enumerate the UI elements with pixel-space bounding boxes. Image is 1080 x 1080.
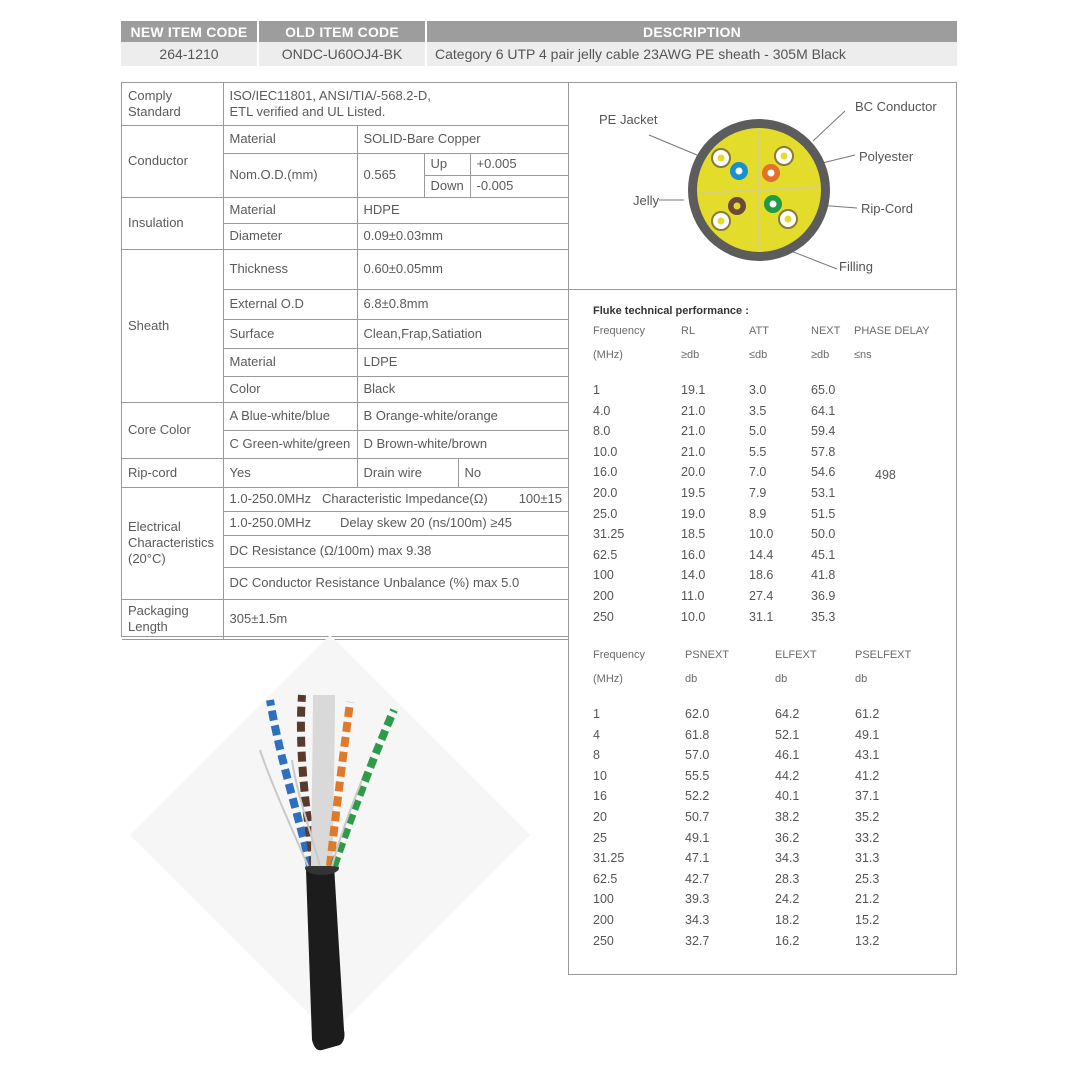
table-row-cell: 50.0 [811, 527, 836, 542]
table-row-cell: 62.5 [593, 547, 618, 562]
table-row-cell: 250 [593, 609, 614, 624]
core-color-a: A Blue-white/blue [223, 402, 357, 430]
table-row-cell: 4.0 [593, 403, 611, 418]
new-item-code-heading: NEW ITEM CODE [121, 21, 258, 42]
conductor-material-label: Material [223, 125, 357, 153]
table-units-cell: ≥db [681, 349, 700, 361]
table-row-cell: 14.4 [749, 547, 774, 562]
sheath-surface-value: Clean,Frap,Satiation [357, 319, 568, 348]
table-row-cell: 11.0 [681, 589, 705, 603]
conductor-material-value: SOLID-Bare Copper [357, 125, 568, 153]
table-row-cell: 100 [593, 568, 614, 583]
new-item-code: 264-1210 [121, 42, 258, 66]
comply-standard-value [223, 83, 568, 125]
sheath-thickness-value: 0.60±0.05mm [357, 249, 568, 289]
table-row-cell: 51.5 [811, 506, 836, 521]
table-row-cell: 8.0 [593, 424, 611, 439]
table-row-cell: 64.2 [775, 707, 800, 721]
impedance-value: 100±15 [518, 491, 562, 506]
table-row-cell: 53.1 [811, 486, 836, 500]
table-row-cell: 13.2 [855, 933, 880, 948]
table-row-cell: 45.1 [811, 547, 836, 562]
table-row-cell: 55.5 [685, 768, 710, 783]
insulation-diameter-value: 0.09±0.03mm [357, 223, 568, 249]
sheath-thickness-label: Thickness [223, 249, 357, 289]
table-row-cell: 34.3 [685, 913, 710, 927]
table-row-cell: 8 [593, 748, 600, 763]
tolerance-up-label: Up [424, 153, 470, 175]
filling-label: Filling [839, 259, 873, 274]
bc-conductor-label: BC Conductor [855, 99, 937, 114]
table-row-cell: 46.1 [775, 748, 800, 763]
sheath-material-label: Material [223, 348, 357, 376]
tolerance-down-value: -0.005 [470, 175, 568, 197]
tolerance-down-label: Down [424, 175, 470, 197]
performance-title: Fluke technical performance : [593, 305, 749, 317]
table-row-cell: 57.0 [685, 748, 710, 763]
table-row-cell: 62.0 [685, 707, 710, 721]
table-row-cell: 15.2 [855, 913, 880, 927]
table-row-cell: 31.25 [593, 851, 625, 866]
insulation-material-value: HDPE [357, 197, 568, 223]
sheath-color-label: Color [223, 376, 357, 402]
table-row-cell: 35.3 [811, 609, 836, 624]
sheath-od-value: 6.8±0.8mm [357, 289, 568, 319]
table-row-cell: 43.1 [855, 748, 880, 763]
table-row-cell: 52.1 [775, 727, 800, 742]
product-description: Category 6 UTP 4 pair jelly cable 23AWG PE sheath - 305M Black [426, 42, 957, 66]
table-row-cell: 61.2 [855, 707, 880, 721]
table-row-cell: 5.0 [749, 424, 767, 439]
table-row-cell: 49.1 [685, 830, 710, 845]
conductor-od-label: Nom.O.D.(mm) [223, 153, 357, 197]
sheath-surface-label: Surface [223, 319, 357, 348]
insulation-label: Insulation [122, 197, 223, 249]
table-row-cell: 37.1 [855, 789, 880, 804]
resistance-unbalance-row: DC Conductor Resistance Unbalance (%) max 5.0 [223, 567, 568, 599]
table-row-cell: 5.5 [749, 444, 767, 459]
packaging-value: 305±1.5m [223, 599, 568, 639]
table-header-cell: ATT [749, 325, 769, 337]
spec-table [121, 82, 568, 637]
dc-resistance-row: DC Resistance (Ω/100m) max 9.38 [223, 535, 568, 567]
table-row-cell: 21.0 [681, 424, 706, 439]
table-row-cell: 7.9 [749, 486, 767, 500]
table-row-cell: 32.7 [685, 933, 710, 948]
table-row-cell: 16 [593, 789, 607, 804]
table-row-cell: 19.5 [681, 486, 706, 500]
jelly-label: Jelly [633, 193, 660, 208]
core-color-d: D Brown-white/brown [357, 430, 568, 458]
table-row-cell: 36.2 [775, 830, 800, 845]
table-row-cell: 1 [593, 707, 600, 721]
table-row-cell: 19.1 [681, 383, 706, 397]
table-row-cell: 18.5 [681, 527, 706, 542]
table-row-cell: 10.0 [749, 527, 774, 542]
table-row-cell: 16.2 [775, 933, 800, 948]
table-row-cell: 25.0 [593, 506, 618, 521]
old-item-code-heading: OLD ITEM CODE [258, 21, 426, 42]
table-row-cell: 64.1 [811, 403, 836, 418]
packaging-label: Packaging Length [122, 599, 223, 639]
table-row-cell: 10 [593, 768, 607, 783]
table-header-cell: Frequency [593, 325, 645, 337]
impedance-text: 1.0-250.0MHz Characteristic Impedance(Ω) [229, 491, 488, 506]
table-row-cell: 42.7 [685, 871, 710, 886]
table-row-cell: 54.6 [811, 465, 836, 480]
table-units-cell: db [685, 673, 698, 685]
comply-standard-line2: ETL verified and UL Listed. [229, 103, 386, 119]
ripcord-value: Yes [223, 458, 357, 487]
table-units-cell: (MHz) [593, 349, 623, 361]
table-row-cell: 21.0 [681, 444, 706, 459]
table-header-cell: Frequency [593, 649, 645, 661]
table-row-cell: 20 [593, 810, 607, 824]
table-row-cell: 200 [593, 913, 614, 927]
table-row-cell: 65.0 [811, 383, 836, 397]
table-row-cell: 35.2 [855, 810, 880, 824]
table-row-cell: 34.3 [775, 851, 800, 866]
impedance-row [223, 487, 568, 511]
table-header-cell: PHASE DELAY [854, 325, 930, 337]
table-header-cell: ELFEXT [775, 649, 817, 661]
table-row-cell: 250 [593, 933, 614, 948]
comply-standard-label: Comply Standard [122, 83, 223, 125]
core-color-c: C Green-white/green [223, 430, 357, 458]
table-row-cell: 52.2 [685, 789, 710, 804]
performance-table-2 [593, 649, 953, 959]
table-row-cell: 25.3 [855, 871, 880, 886]
table-row-cell: 41.8 [811, 568, 836, 583]
sheath-od-label: External O.D [223, 289, 357, 319]
table-row-cell: 7.0 [749, 465, 767, 480]
table-row-cell: 10.0 [593, 444, 618, 459]
table-units-cell: db [775, 673, 788, 685]
item-code-header [121, 21, 957, 66]
table-row-cell: 20.0 [681, 465, 706, 480]
table-row-cell: 8.9 [749, 506, 767, 521]
table-units-cell: (MHz) [593, 673, 623, 685]
table-row-cell: 24.2 [775, 892, 800, 907]
table-row-cell: 14.0 [681, 568, 706, 583]
table-units-cell: ≤db [749, 349, 768, 361]
table-row-cell: 33.2 [855, 830, 880, 845]
tolerance-up-value: +0.005 [470, 153, 568, 175]
table-row-cell: 31.25 [593, 527, 625, 542]
ripcord-label: Rip-cord [122, 458, 223, 487]
table-row-cell: 200 [593, 589, 614, 603]
drain-wire-value: No [458, 458, 568, 487]
table-row-cell: 16.0 [681, 547, 706, 562]
performance-table-1 [593, 325, 953, 635]
table-row-cell: 50.7 [685, 810, 710, 824]
core-color-b: B Orange-white/orange [357, 402, 568, 430]
table-header-cell: NEXT [811, 325, 841, 337]
table-units-cell: ≤ns [854, 349, 872, 361]
table-row-cell: 39.3 [685, 892, 710, 907]
table-header-cell: PSNEXT [685, 649, 730, 661]
table-row-cell: 36.9 [811, 589, 836, 603]
table-row-cell: 100 [593, 892, 614, 907]
table-row-cell: 41.2 [855, 768, 880, 783]
table-row-cell: 59.4 [811, 424, 836, 439]
old-item-code: ONDC-U60OJ4-BK [258, 42, 426, 66]
table-row-cell: 28.3 [775, 871, 800, 886]
table-row-cell: 1 [593, 383, 600, 397]
table-row-cell: 3.0 [749, 383, 767, 397]
table-row-cell: 31.1 [749, 609, 774, 624]
core-color-label: Core Color [122, 402, 223, 458]
table-row-cell: 20.0 [593, 486, 618, 500]
performance-panel [568, 82, 957, 975]
table-units-cell: ≥db [811, 349, 830, 361]
pe-jacket-label: PE Jacket [599, 112, 658, 127]
electrical-label: Electrical Characteristics (20°C) [122, 487, 223, 599]
table-row-cell: 21.0 [681, 403, 706, 418]
comply-standard-line1: ISO/IEC11801, ANSI/TIA/-568.2-D, [229, 87, 431, 103]
table-row-cell: 44.2 [775, 768, 800, 783]
table-row-cell: 40.1 [775, 789, 800, 804]
delay-skew-row: 1.0-250.0MHz Delay skew 20 (ns/100m) ≥45 [223, 511, 568, 535]
drain-wire-label: Drain wire [357, 458, 458, 487]
table-row-cell: 49.1 [855, 727, 880, 742]
cable-product-photo [110, 640, 550, 1070]
table-row-cell: 57.8 [811, 444, 836, 459]
table-row-cell: 16.0 [593, 465, 618, 480]
table-row-cell: 4 [593, 727, 600, 742]
table-row-cell: 27.4 [749, 589, 774, 603]
rip-cord-label: Rip-Cord [861, 201, 914, 216]
table-row-cell: 25 [593, 830, 607, 845]
table-units-cell: db [855, 673, 868, 685]
polyester-label: Polyester [859, 149, 914, 164]
table-row-cell: 18.2 [775, 913, 800, 927]
conductor-od-value: 0.565 [357, 153, 424, 197]
table-header-cell: RL [681, 325, 696, 337]
table-row-cell: 21.2 [855, 892, 880, 907]
table-row-cell: 47.1 [685, 851, 710, 866]
sheath-color-value: Black [357, 376, 568, 402]
conductor-label: Conductor [122, 125, 223, 197]
phase-delay-value: 498 [875, 468, 896, 482]
sheath-material-value: LDPE [357, 348, 568, 376]
insulation-diameter-label: Diameter [223, 223, 357, 249]
insulation-material-label: Material [223, 197, 357, 223]
sheath-label: Sheath [122, 249, 223, 402]
table-row-cell: 10.0 [681, 609, 706, 624]
table-header-cell: PSELFEXT [855, 649, 912, 661]
description-heading: DESCRIPTION [426, 21, 957, 42]
table-row-cell: 62.5 [593, 871, 618, 886]
table-row-cell: 31.3 [855, 851, 880, 866]
table-row-cell: 38.2 [775, 810, 800, 824]
table-row-cell: 61.8 [685, 727, 710, 742]
table-row-cell: 3.5 [749, 403, 767, 418]
table-row-cell: 18.6 [749, 568, 774, 583]
cable-cross-section [569, 83, 956, 290]
table-row-cell: 19.0 [681, 506, 706, 521]
